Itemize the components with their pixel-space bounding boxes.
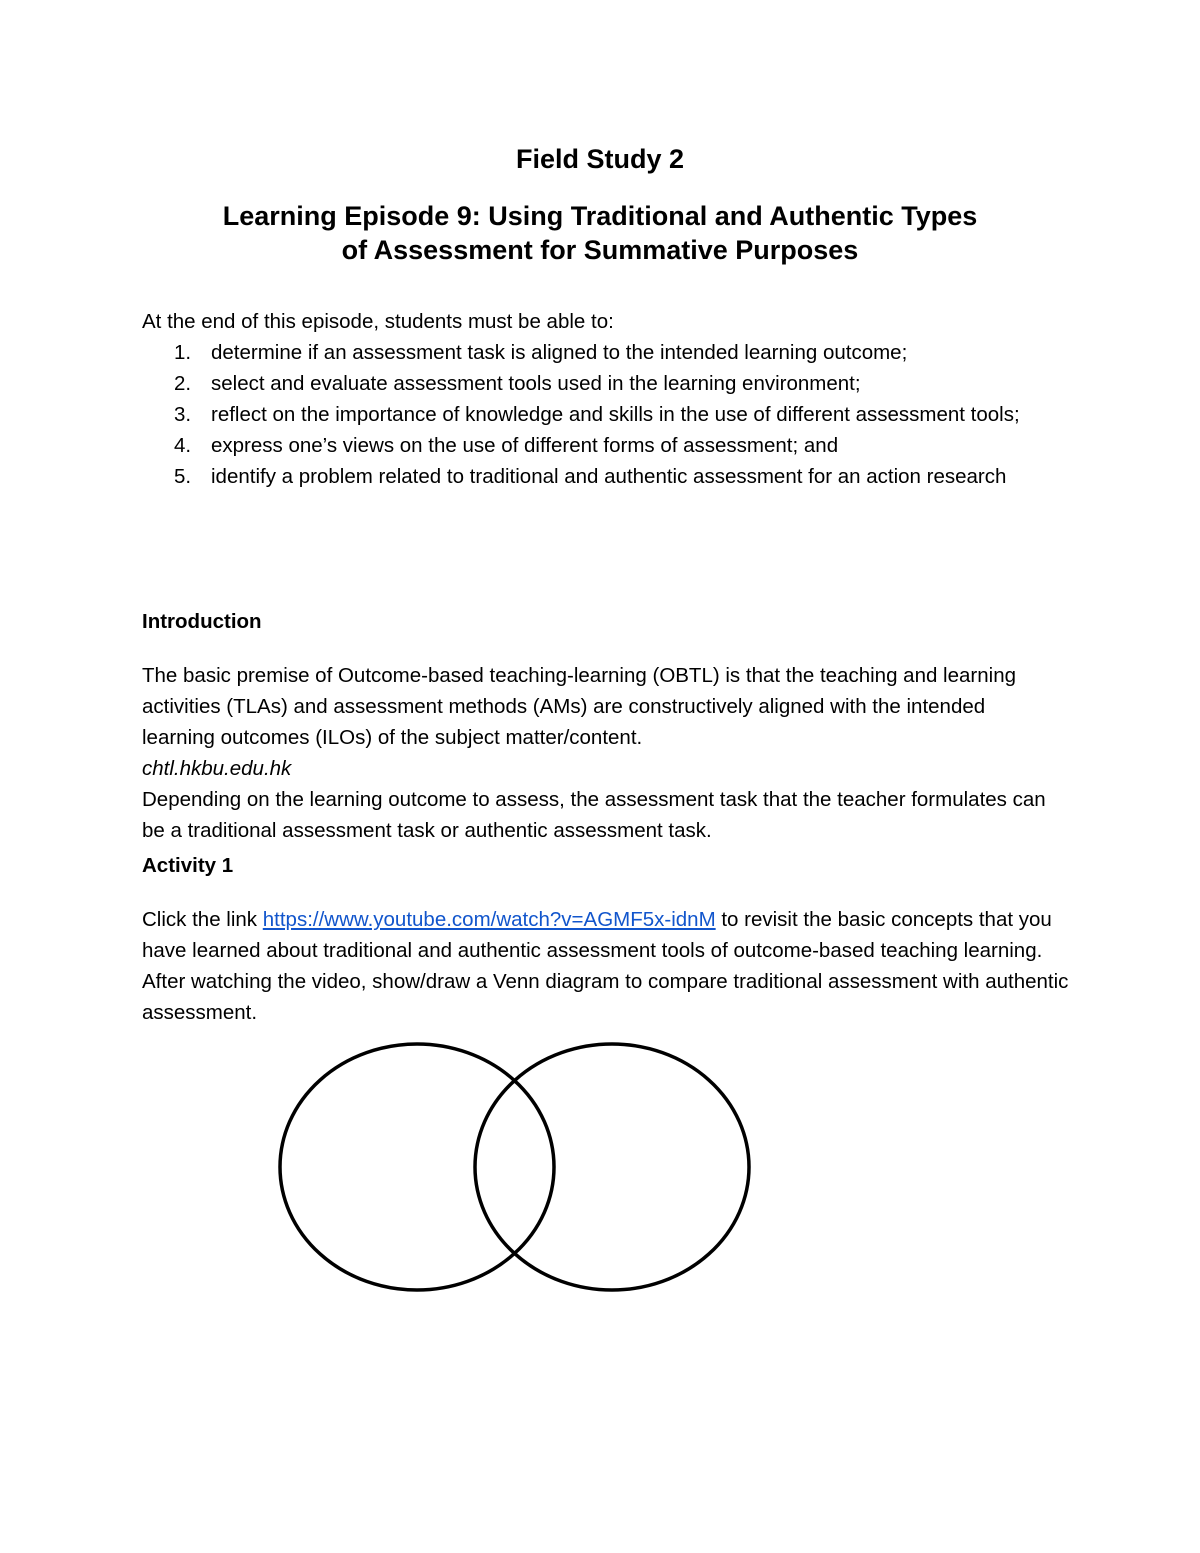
source-citation: chtl.hkbu.edu.hk	[142, 757, 292, 780]
document-title: Field Study 2	[515, 144, 685, 174]
objective-number: 3.	[174, 403, 192, 426]
objectives-intro: At the end of this episode, students must be able to:	[142, 310, 614, 333]
objective-item	[142, 461, 1062, 492]
objectives-list	[142, 337, 1062, 492]
objective-number: 4.	[174, 434, 192, 457]
objective-text: determine if an assessment task is aligned to the intended learning outcome;	[211, 341, 908, 364]
activity-1-instructions	[142, 904, 1072, 1028]
objective-text: select and evaluate assessment tools used in the learning environment;	[211, 372, 861, 395]
objective-number: 2.	[174, 372, 192, 395]
activity-text-before-link: Click the link	[142, 908, 263, 931]
objective-number: 5.	[174, 465, 192, 488]
objective-text: reflect on the importance of knowledge and skills in the use of different assessment tools;	[211, 403, 1020, 426]
objective-item	[142, 399, 1062, 430]
activity-1-heading: Activity 1	[142, 854, 234, 877]
episode-title-line-2: of Assessment for Summative Purposes	[341, 235, 859, 265]
venn-diagram[interactable]	[270, 1035, 760, 1300]
youtube-video-link[interactable]: https://www.youtube.com/watch?v=AGMF5x-idnM	[262, 908, 716, 931]
introduction-paragraph-2: Depending on the learning outcome to assess, the assessment task that the teacher formulates can be a traditional assessment task or authentic assessment task.	[142, 788, 1046, 842]
objective-text: identify a problem related to traditional and authentic assessment for an action research	[211, 465, 1007, 488]
objective-item	[142, 337, 1062, 368]
introduction-paragraph: The basic premise of Outcome-based teaching-learning (OBTL) is that the teaching and learning activities (TLAs) and assessment methods (AMs) are constructively aligned with the intended learning outcomes (ILOs) of the subject matter/content.	[142, 664, 1017, 749]
venn-circle-right	[475, 1044, 749, 1290]
episode-title-line-1: Learning Episode 9: Using Traditional and Authentic Types	[222, 201, 978, 231]
episode-title	[0, 199, 1200, 267]
objective-item	[142, 430, 1062, 461]
introduction-heading: Introduction	[142, 610, 262, 633]
objective-number: 1.	[174, 341, 192, 364]
activity-text-after-link: to revisit the basic concepts that you have learned about traditional and authentic assessment tools of outcome-based teaching learning. After watching the video, show/draw a Venn diagram to compare traditional assessment with authentic assessment.	[142, 908, 1069, 1024]
objective-text: express one’s views on the use of different forms of assessment; and	[211, 434, 839, 457]
objective-item	[142, 368, 1062, 399]
introduction-body	[142, 660, 1062, 846]
